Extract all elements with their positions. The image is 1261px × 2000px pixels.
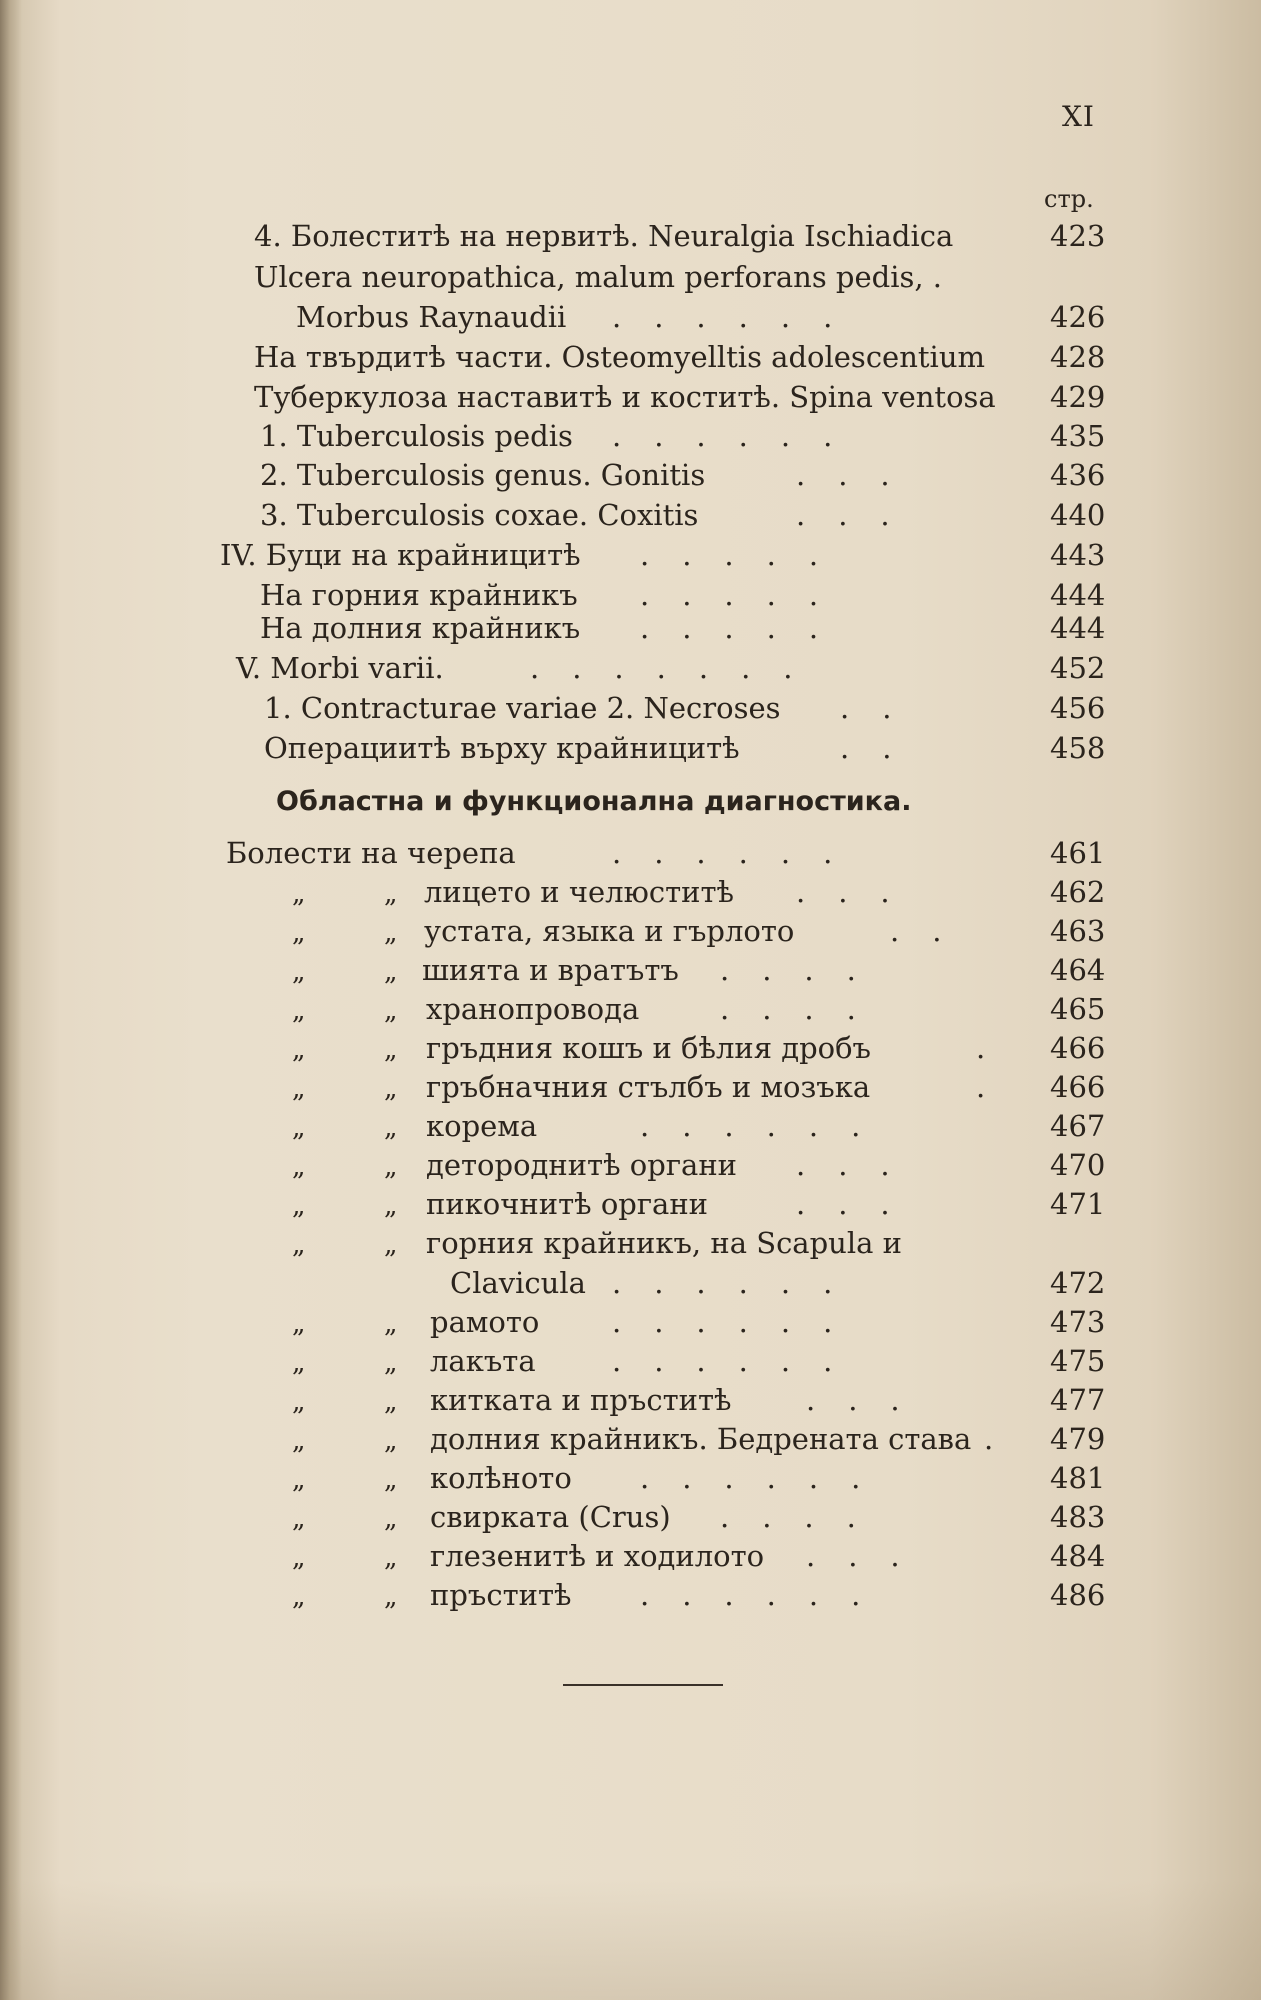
toc-entry-title: Туберкулоза наставитѣ и коститѣ. Spina ventosa — [254, 380, 996, 414]
leader-dots: ...... — [640, 1109, 894, 1143]
toc-entry-page: 443 — [1050, 538, 1106, 572]
toc-entry-title: лакъта — [430, 1344, 536, 1378]
leader-dots: ..... — [640, 538, 852, 572]
toc-entry — [0, 991, 1261, 1027]
leader-dots: ... — [796, 458, 923, 492]
toc-entry-page: 444 — [1050, 578, 1106, 612]
toc-entry-title: хранопровода — [426, 992, 640, 1026]
leader-dots: . — [976, 1031, 1019, 1065]
toc-entry — [0, 1030, 1261, 1066]
leader-dots: .... — [720, 1500, 889, 1534]
leader-dots: .. — [840, 691, 925, 725]
leader-dots: ... — [796, 1148, 923, 1182]
leader-dots: ...... — [640, 1578, 894, 1612]
toc-entry-title: 1. Tuberculosis pedis — [260, 419, 573, 453]
leader-dots: ...... — [612, 300, 866, 334]
ditto-mark: „ — [384, 1504, 398, 1534]
toc-entry-title: долния крайникъ. Бедрената става — [430, 1422, 972, 1456]
leader-dots: .. — [890, 914, 975, 948]
toc-entry — [0, 835, 1261, 871]
ditto-mark: „ — [384, 1191, 398, 1221]
ditto-mark: „ — [292, 1504, 306, 1534]
toc-entry-page: 475 — [1050, 1344, 1106, 1378]
toc-entry — [0, 418, 1261, 454]
toc-entry-title: рамото — [430, 1305, 540, 1339]
toc-entry — [0, 1304, 1261, 1340]
ditto-mark: „ — [384, 879, 398, 909]
toc-entry-page: 483 — [1050, 1500, 1106, 1534]
toc-entry-title: Morbus Raynaudii — [296, 300, 567, 334]
toc-entry-title: На твърдитѣ части. Osteomyelltis adolescentium — [254, 340, 986, 374]
leader-dots: .... — [720, 992, 889, 1026]
ditto-mark: „ — [292, 1113, 306, 1143]
ditto-mark: „ — [292, 1582, 306, 1612]
leader-dots: ...... — [612, 1305, 866, 1339]
toc-entry-title: Ulcera neuropathica, malum perforans pedis, . — [254, 260, 943, 294]
toc-entry-title: корема — [426, 1109, 538, 1143]
toc-entry — [0, 1225, 1261, 1261]
ditto-mark: „ — [384, 1074, 398, 1104]
ditto-mark: „ — [292, 1387, 306, 1417]
leader-dots: ... — [796, 875, 923, 909]
toc-entry-page: 473 — [1050, 1305, 1106, 1339]
toc-entry-title: гръдния кошъ и бѣлия дробъ — [426, 1031, 871, 1065]
toc-entry — [0, 1538, 1261, 1574]
toc-entry — [0, 218, 1261, 254]
toc-entry — [0, 690, 1261, 726]
toc-entry-title: пикочнитѣ органи — [426, 1187, 708, 1221]
toc-entry-page: 429 — [1050, 380, 1106, 414]
ditto-mark: „ — [292, 1035, 306, 1065]
leader-dots: ...... — [612, 836, 866, 870]
leader-dots: ...... — [640, 1461, 894, 1495]
toc-entry — [0, 1108, 1261, 1144]
ditto-mark: „ — [384, 1543, 398, 1573]
toc-entry-title: горния крайникъ, на Scapula и — [426, 1226, 902, 1260]
toc-entry-title: На горния крайникъ — [260, 578, 578, 612]
toc-entry — [0, 1186, 1261, 1222]
toc-entry-page: 426 — [1050, 300, 1106, 334]
toc-entry — [0, 577, 1261, 613]
toc-entry — [0, 497, 1261, 533]
toc-entry-page: 452 — [1050, 651, 1106, 685]
toc-entry-page: 463 — [1050, 914, 1106, 948]
toc-entry-title: 3. Tuberculosis coxae. Coxitis — [260, 498, 699, 532]
toc-entry-page: 423 — [1050, 219, 1106, 253]
toc-entry-title: Clavicula — [450, 1266, 586, 1300]
section-heading: Областна и функционална диагностика. — [276, 786, 912, 817]
ditto-mark: „ — [292, 957, 306, 987]
toc-entry — [0, 1577, 1261, 1613]
toc-entry-title: 2. Tuberculosis genus. Gonitis — [260, 458, 706, 492]
leader-dots: .. — [840, 731, 925, 765]
toc-entry-title: пръститѣ — [430, 1578, 572, 1612]
toc-entry-page: 465 — [1050, 992, 1106, 1026]
toc-entry-page: 461 — [1050, 836, 1106, 870]
ditto-mark: „ — [384, 1035, 398, 1065]
leader-dots: ...... — [612, 419, 866, 453]
ditto-mark: „ — [292, 1543, 306, 1573]
leader-dots: ...... — [612, 1344, 866, 1378]
ditto-mark: „ — [384, 1309, 398, 1339]
toc-entry-page: 464 — [1050, 953, 1106, 987]
toc-entry — [0, 1069, 1261, 1105]
toc-entry-title: Болести на черепа — [226, 836, 516, 870]
ditto-mark: „ — [384, 1387, 398, 1417]
toc-entry-title: детороднитѣ органи — [426, 1148, 737, 1182]
leader-dots: ...... — [612, 1266, 866, 1300]
ditto-mark: „ — [292, 879, 306, 909]
toc-entry-title: китката и пръститѣ — [430, 1383, 732, 1417]
toc-entry-title: колѣното — [430, 1461, 572, 1495]
ditto-mark: „ — [292, 1191, 306, 1221]
leader-dots: .... — [720, 953, 889, 987]
toc-entry-title: 4. Болеститѣ на нервитѣ. Neuralgia Ischiadica — [254, 219, 954, 253]
leader-dots: ..... — [640, 578, 852, 612]
toc-entry-title: свирката (Crus) — [430, 1500, 671, 1534]
page-column-label: стр. — [1044, 185, 1094, 213]
closing-rule — [563, 1684, 723, 1686]
toc-entry-title: устата, языка и гърлото — [424, 914, 795, 948]
toc-entry — [0, 1382, 1261, 1418]
toc-entry — [0, 259, 1261, 295]
ditto-mark: „ — [384, 1426, 398, 1456]
toc-entry — [0, 1499, 1261, 1535]
leader-dots: ... — [796, 1187, 923, 1221]
page-bottom-shade — [0, 1880, 1261, 2000]
toc-entry — [0, 650, 1261, 686]
toc-entry-title: V. Morbi varii. — [236, 651, 444, 685]
toc-entry-page: 484 — [1050, 1539, 1106, 1573]
toc-entry-title: гръбначния стълбъ и мозъка — [426, 1070, 871, 1104]
toc-entry-page: 470 — [1050, 1148, 1106, 1182]
toc-entry — [0, 730, 1261, 766]
leader-dots: . — [976, 1070, 1019, 1104]
toc-entry — [0, 1421, 1261, 1457]
toc-entry — [0, 299, 1261, 335]
toc-entry-title: Операциитѣ върху крайницитѣ — [264, 731, 740, 765]
toc-entry — [0, 457, 1261, 493]
toc-entry — [0, 1265, 1261, 1301]
toc-entry-title: лицето и челюститѣ — [424, 875, 734, 909]
toc-entry-title: 1. Contracturae variae 2. Necroses — [264, 691, 781, 725]
toc-entry — [0, 339, 1261, 375]
ditto-mark: „ — [292, 1074, 306, 1104]
ditto-mark: „ — [384, 918, 398, 948]
toc-entry — [0, 952, 1261, 988]
toc-entry-page: 435 — [1050, 419, 1106, 453]
toc-entry-page: 479 — [1050, 1422, 1106, 1456]
ditto-mark: „ — [292, 1309, 306, 1339]
leader-dots: ... — [806, 1539, 933, 1573]
page-number: XI — [1062, 100, 1095, 133]
ditto-mark: „ — [384, 996, 398, 1026]
toc-entry — [0, 1343, 1261, 1379]
toc-entry — [0, 913, 1261, 949]
toc-entry-page: 466 — [1050, 1031, 1106, 1065]
toc-entry-title: глезенитѣ и ходилото — [430, 1539, 765, 1573]
leader-dots: ....... — [530, 651, 826, 685]
toc-entry — [0, 537, 1261, 573]
toc-entry-page: 440 — [1050, 498, 1106, 532]
ditto-mark: „ — [384, 1465, 398, 1495]
toc-entry-page: 428 — [1050, 340, 1106, 374]
ditto-mark: „ — [292, 1230, 306, 1260]
ditto-mark: „ — [292, 1348, 306, 1378]
toc-entry-page: 467 — [1050, 1109, 1106, 1143]
toc-entry-title: шията и вратътъ — [422, 953, 679, 987]
toc-entry-page: 471 — [1050, 1187, 1106, 1221]
leader-dots: . — [984, 1422, 1027, 1456]
toc-entry-page: 466 — [1050, 1070, 1106, 1104]
toc-entry-page: 436 — [1050, 458, 1106, 492]
ditto-mark: „ — [384, 1230, 398, 1260]
toc-entry-page: 462 — [1050, 875, 1106, 909]
toc-entry — [0, 379, 1261, 415]
toc-entry-page: 486 — [1050, 1578, 1106, 1612]
toc-entry-page: 481 — [1050, 1461, 1106, 1495]
toc-entry-page: 472 — [1050, 1266, 1106, 1300]
toc-entry-page: 477 — [1050, 1383, 1106, 1417]
ditto-mark: „ — [292, 1426, 306, 1456]
toc-entry — [0, 610, 1261, 646]
toc-entry — [0, 1460, 1261, 1496]
toc-entry-title: IV. Буци на крайницитѣ — [220, 538, 581, 572]
ditto-mark: „ — [292, 1465, 306, 1495]
ditto-mark: „ — [384, 957, 398, 987]
ditto-mark: „ — [384, 1113, 398, 1143]
ditto-mark: „ — [292, 918, 306, 948]
ditto-mark: „ — [384, 1348, 398, 1378]
leader-dots: ... — [806, 1383, 933, 1417]
ditto-mark: „ — [292, 1152, 306, 1182]
toc-entry-page: 458 — [1050, 731, 1106, 765]
toc-entry — [0, 874, 1261, 910]
ditto-mark: „ — [384, 1152, 398, 1182]
ditto-mark: „ — [292, 996, 306, 1026]
toc-entry — [0, 1147, 1261, 1183]
toc-entry-page: 444 — [1050, 611, 1106, 645]
leader-dots: ... — [796, 498, 923, 532]
ditto-mark: „ — [384, 1582, 398, 1612]
toc-entry-page: 456 — [1050, 691, 1106, 725]
toc-entry-title: На долния крайникъ — [260, 611, 581, 645]
leader-dots: ..... — [640, 611, 852, 645]
